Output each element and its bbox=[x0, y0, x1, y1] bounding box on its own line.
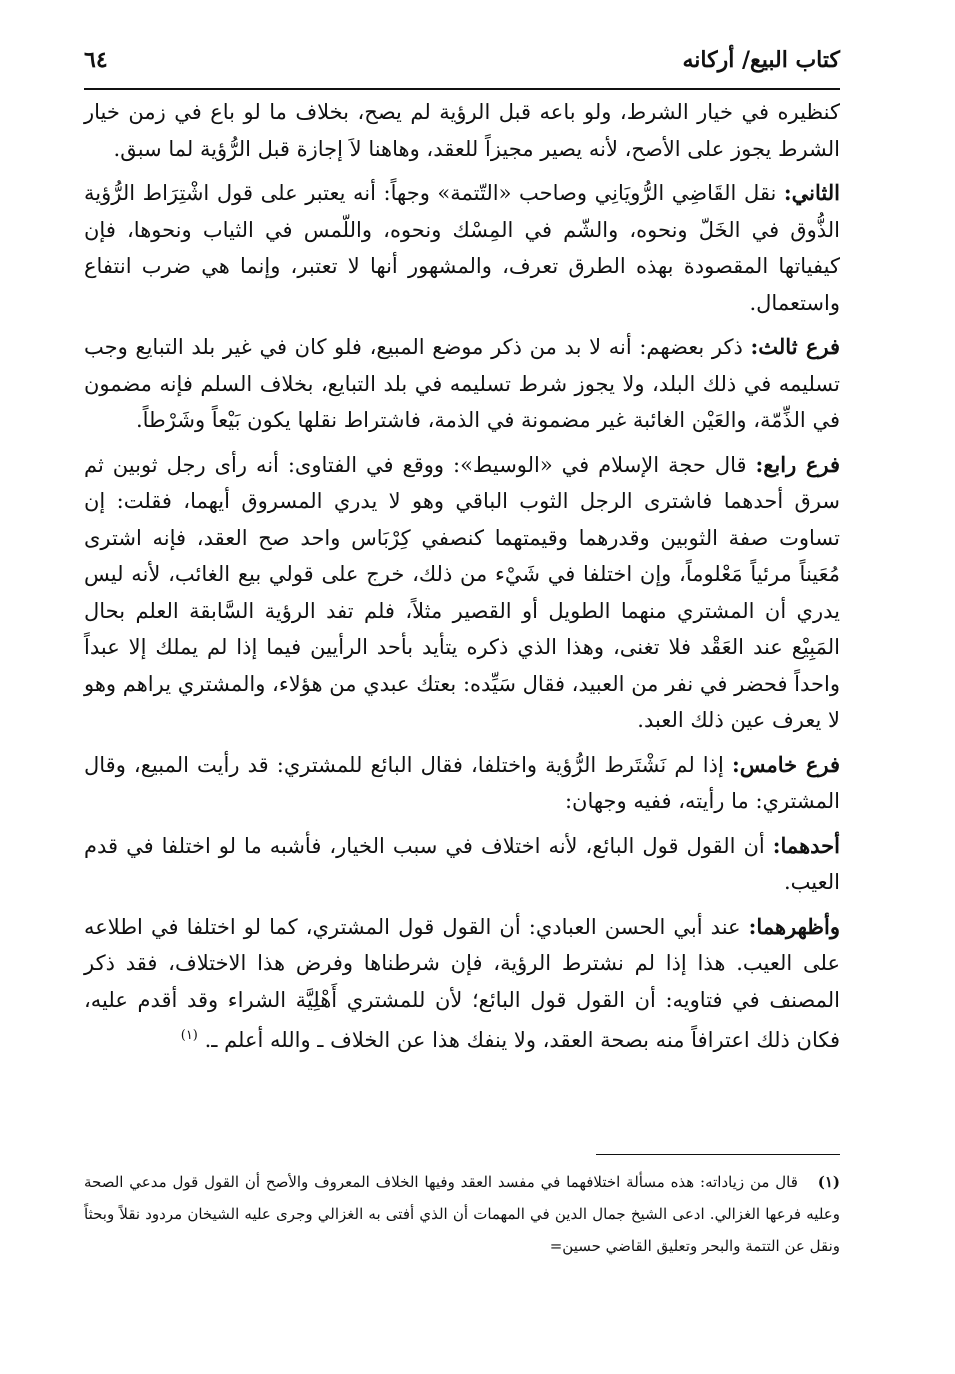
paragraph bbox=[84, 94, 840, 167]
paragraph bbox=[84, 747, 840, 820]
footnote-text: قال من زياداته: هذه مسألة اختلافهما في مفسد العقد وفيها الخلاف المعروف والأصح أن القول قول مدعي الصحة وعليه فرعها الغزالي. ادعى الشيخ جمال الدين في المهمات أن الذي أفتى به الغزالي وجرى عليه الشيخان مردود نقلاً وبحثاً ونقل عن التتمة والبحر وتعليق القاضي حسين= bbox=[84, 1173, 840, 1255]
paragraph-text: ذكر بعضهم: أنه لا بد من ذكر موضع المبيع، فلو كان في غير بلد التبايع وجب تسليمه في ذلك البلد، ولا يجوز شرط تسليمه في بلد التبايع، بخلاف السلم فإنه مضمون في الذِّمّة، والعَيْن الغائبة غير مضمونة في الذمة، فاشتراط نقلها يكون بَيْعاً وشَرْطاً. bbox=[84, 335, 840, 432]
footnote-reference[interactable]: (١) bbox=[180, 1028, 198, 1043]
paragraph-text: كنظيره في خيار الشرط، ولو باعه قبل الرؤية لم يصح، بخلاف ما لو باع في زمن خيار الشرط يجوز على الأصح، لأنه يصير مجيزاً للعقد، وهاهنا لاَ إجازة قبل الرُّؤية لما سبق. bbox=[84, 100, 840, 161]
paragraph-text: إذا لم نَشْتَرط الرُّؤية واختلفا، فقال البائع للمشتري: قد رأيت المبيع، وقال المشتري: ما رأيته، ففيه وجهان: bbox=[84, 752, 840, 813]
book-page bbox=[84, 30, 840, 1350]
paragraph-text: أن القول قول البائع، لأنه اختلاف في سبب الخيار، فأشبه ما لو اختلفا في قدم العيب. bbox=[84, 833, 840, 894]
main-text bbox=[84, 94, 840, 1067]
paragraph bbox=[84, 175, 840, 321]
paragraph bbox=[84, 329, 840, 439]
paragraph-lead: وأظهرهما: bbox=[748, 913, 840, 939]
paragraph bbox=[84, 447, 840, 739]
page-header bbox=[84, 40, 840, 80]
page-number: ٦٤ bbox=[84, 47, 108, 73]
running-title: كتاب البيع/ أركانه bbox=[682, 47, 840, 73]
paragraph-text: قال حجة الإسلام في «الوسيط»: ووقع في الفتاوى: أنه رأى رجل ثوبين ثم سرق أحدهما فاشترى الرجل الثوب الباقي وهو لا يدري المسروق أيهما، فقلت: إن تساوت صفة الثوبين وقدرهما وقيمتهما كنصفي كِرْبَاس واحد صح العقد، فإنه اشترى مُعَيناً مرئياً مَعْلوماً، وإن اختلفا في شَيْء من ذلك، خرج على قولي بيع الغائب، لأنه ليس يدري أن المشتري منهما الطويل أو القصير مثلاً، فلم تفد الرؤية السَّابقة العلم بحال المَبِيْع عند العَقْد فلا تغنى، وهذا الذي ذكره يتأيد بأحد الرأيين فيما إذا لم يملك إلا عبداً واحداً فحضر في نفر من العبيد، فقال سَيِّده: بعتك عبدي من هؤلاء، والمشتري يراهم وهو لا يعرف عين ذلك العبد. bbox=[84, 452, 840, 732]
footnote-rule bbox=[596, 1154, 840, 1155]
footnote bbox=[84, 1166, 840, 1262]
paragraph bbox=[84, 909, 840, 1059]
header-rule bbox=[84, 88, 840, 90]
footnote-marker: (١) bbox=[817, 1173, 840, 1191]
paragraph-lead: أحدهما: bbox=[772, 832, 840, 858]
paragraph-text: نقل القَاضِي الرُّويَانِي وصاحب «التّتمة» وجهاً: أنه يعتبر على قول اشْتِرَاط الرُّؤية الذُّوق في الخَلّ ونحوه، والشّم في المِسْك ونحوه، واللّمس في الثياب ونحوها، فإن كيفياتها المقصودة بهذه الطرق تعرف، والمشهور أنها لا تعتبر، وإنما هي ضرب انتفاع واستعمال. bbox=[84, 181, 840, 315]
paragraph-lead: فرع رابع: bbox=[755, 451, 840, 477]
paragraph-lead: الثاني: bbox=[783, 180, 840, 205]
paragraph-lead: فرع ثالث: bbox=[750, 334, 840, 359]
paragraph-text: عند أبي الحسن العبادي: أن القول قول المشتري، كما لو اختلفا في اطلاعه على العيب. هذا إذا لم نشترط الرؤية، فإن شرطناها وفرض هذا الاختلاف، فقد ذكر المصنف في فتاويه: أن القول قول البائع؛ لأن للمشتري أَهْلِيَّة الشراء وقد أقدم عليه، فكان ذلك اعترافاً منه بصحة العقد، ولا ينفك هذا عن الخلاف ـ والله أعلم ـ. bbox=[84, 914, 840, 1052]
paragraph bbox=[84, 828, 840, 901]
paragraph-lead: فرع خامس: bbox=[731, 751, 840, 777]
footnotes bbox=[84, 1166, 840, 1262]
